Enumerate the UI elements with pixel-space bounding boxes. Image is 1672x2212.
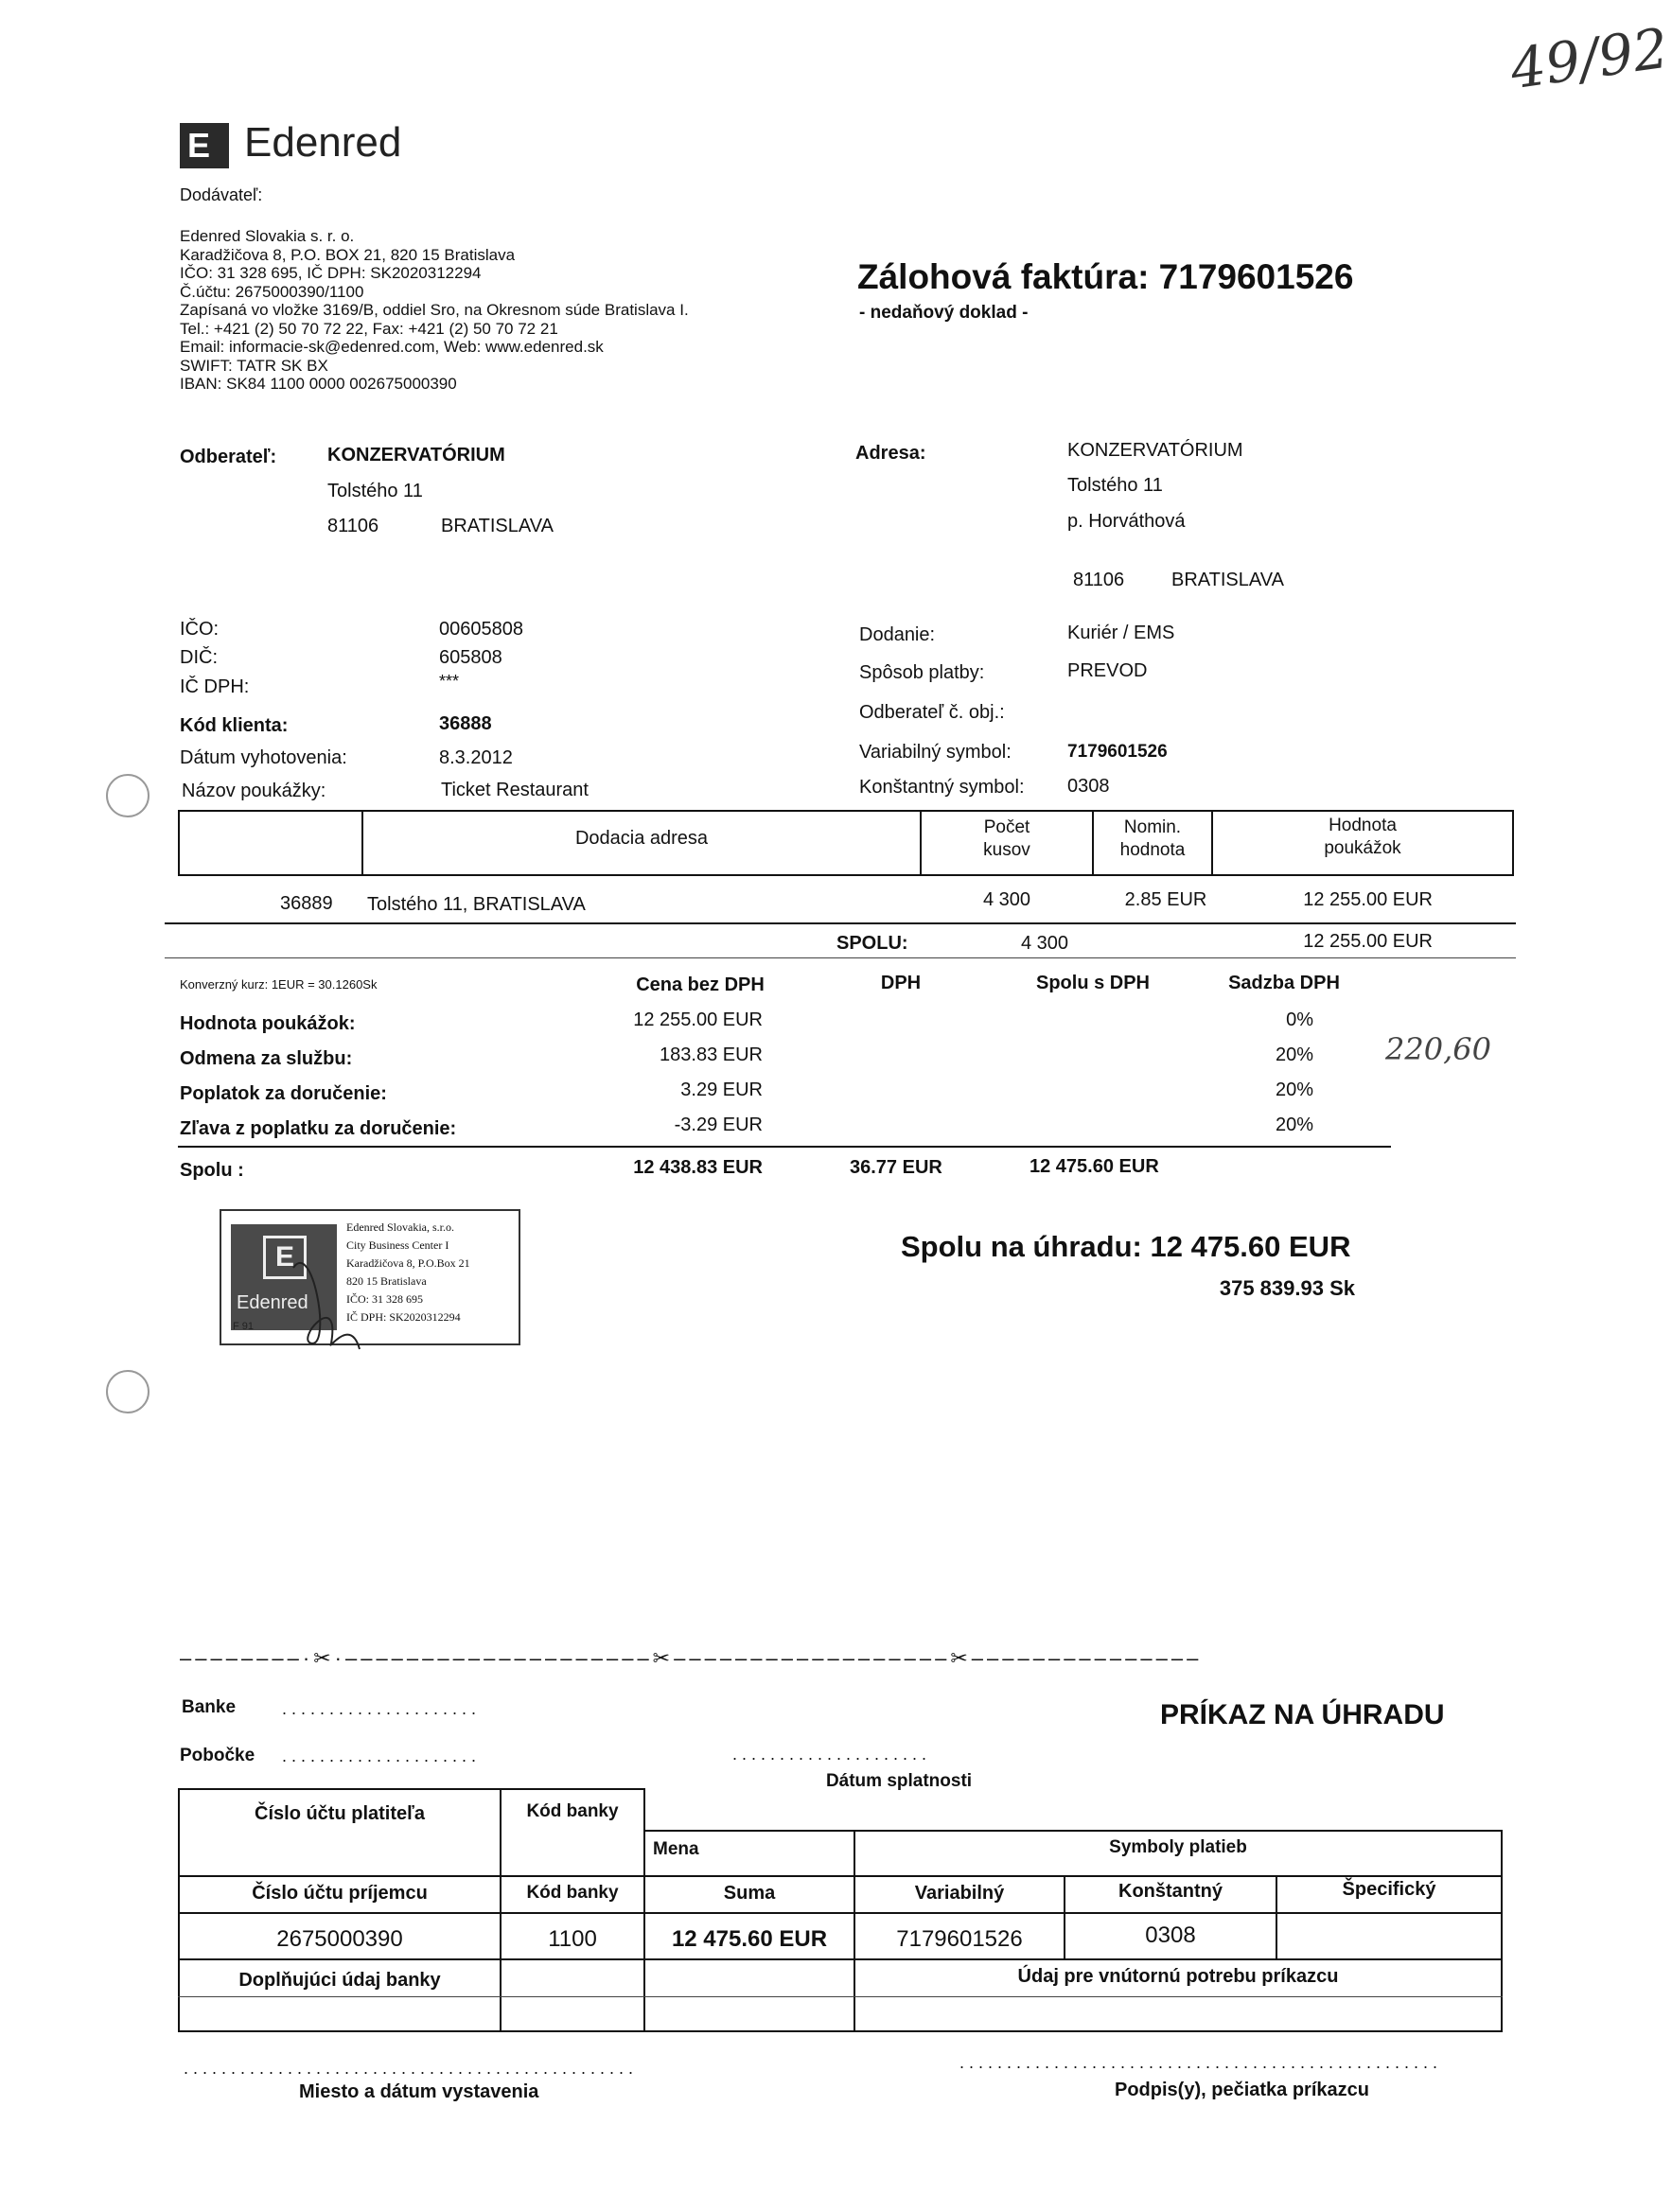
summary-header-net: Cena bez DPH [636,974,765,995]
row-value: 12 255.00 EUR [1303,889,1433,910]
supplier-line: IBAN: SK84 1100 0000 002675000390 [180,375,457,393]
summary-row-net: 12 255.00 EUR [633,1009,763,1030]
cut-line: ––––––––·✂·––––––––––––––––––––✂––––––––––––––––––✂––––––––––––––– [180,1646,1203,1670]
payee-bank-code-label: Kód banky [526,1883,619,1903]
items-total-label: SPOLU: [836,933,908,954]
col-header-count-2: kusov [983,840,1030,860]
summary-row-label: Poplatok za doručenie: [180,1083,387,1104]
ks-label: Konštantný symbol: [859,777,1025,798]
summary-header-gross: Spolu s DPH [1035,973,1150,993]
payment-order-title: PRÍKAZ NA ÚHRADU [1160,1699,1445,1730]
address-attn: p. Horváthová [1067,511,1186,532]
col-header-value-2: poukážok [1324,838,1401,858]
signature-label: Podpis(y), pečiatka príkazcu [1115,2080,1369,2100]
payee-account-label: Číslo účtu príjemcu [252,1883,428,1904]
customer-zip: 81106 [327,516,379,536]
company-stamp [220,1209,520,1345]
summary-row-net: 3.29 EUR [680,1080,763,1100]
voucher-value: Ticket Restaurant [441,780,589,800]
summary-total-net: 12 438.83 EUR [633,1157,763,1178]
specific-label: Špecifický [1342,1879,1436,1900]
payee-account-value: 2675000390 [276,1926,403,1952]
invoice-title: Zálohová faktúra: 7179601526 [857,257,1354,296]
summary-row-net: 183.83 EUR [660,1045,763,1065]
stamp-code: F 91 [233,1321,255,1332]
place-date-field[interactable]: ................................................ [184,2059,639,2078]
symbols-label: Symboly platieb [1109,1837,1247,1857]
supplier-label: Dodávateľ: [180,185,263,204]
edenred-logo-icon: E [180,123,229,168]
handwritten-margin-note: 220,60 [1385,1031,1491,1067]
vs-label: Variabilný symbol: [859,742,1012,763]
supplier-line: Email: informacie-sk@edenred.com, Web: www.edenred.sk [180,338,604,356]
delivery-label: Dodanie: [859,624,936,645]
summary-total-gross: 12 475.60 EUR [1030,1156,1159,1177]
date-label: Dátum vyhotovenia: [180,747,347,768]
handwritten-corner-note: 49/92 [1506,15,1672,102]
supplier-line: Zapísaná vo vložke 3169/B, oddiel Sro, na Okresnom súde Bratislava I. [180,301,689,319]
row-nominal: 2.85 EUR [1124,889,1207,910]
constant-value: 0308 [1145,1922,1196,1948]
sum-value: 12 475.60 EUR [671,1926,828,1952]
branch-field[interactable]: ..................... [282,1747,482,1765]
supplier-block [180,227,689,394]
col-header-nominal-1: Nomin. [1123,817,1182,837]
payee-bank-code-value: 1100 [548,1926,597,1952]
icdph-label: IČ DPH: [180,676,250,697]
voucher-label: Názov poukážky: [182,781,326,801]
supplier-line: Edenred Slovakia s. r. o. [180,227,355,245]
delivery-value: Kuriér / EMS [1067,623,1175,643]
internal-info-label: Údaj pre vnútornú potrebu príkazcu [1017,1966,1339,1987]
payer-account-label: Číslo účtu platiteľa [255,1803,425,1824]
summary-total-label: Spolu : [180,1160,244,1181]
dic-value: 605808 [439,647,502,668]
customer-city: BRATISLAVA [441,516,554,536]
ico-value: 00605808 [439,619,523,640]
supplier-line: Karadžičova 8, P.O. BOX 21, 820 15 Bratislava [180,245,516,264]
bank-field[interactable]: ..................... [282,1699,482,1718]
supplier-line: IČO: 31 328 695, IČ DPH: SK2020312294 [180,264,482,282]
row-address: Tolstého 11, BRATISLAVA [367,894,586,915]
signature-scribble [274,1230,369,1353]
customer-name: KONZERVATÓRIUM [327,445,505,465]
address-city: BRATISLAVA [1171,570,1284,590]
address-zip: 81106 [1073,570,1125,590]
address-name: KONZERVATÓRIUM [1067,440,1243,461]
client-code-label: Kód klienta: [180,715,289,736]
icdph-value: *** [439,672,460,691]
order-label: Odberateľ č. obj.: [859,702,1005,723]
due-date-label: Dátum splatnosti [825,1771,973,1791]
dic-label: DIČ: [180,647,218,668]
summary-row-net: -3.29 EUR [674,1115,763,1135]
summary-header-rate: Sadzba DPH [1228,973,1340,993]
summary-row-rate: 20% [1275,1115,1313,1135]
col-header-address: Dodacia adresa [574,828,709,849]
payment-label: Spôsob platby: [859,662,985,683]
extra-bank-info-label: Doplňujúci údaj banky [238,1970,441,1991]
bank-label: Banke [182,1697,237,1717]
brand-name: Edenred [244,119,402,166]
sum-label: Suma [723,1883,776,1904]
ks-value: 0308 [1067,776,1110,797]
vs-value: 7179601526 [1067,742,1168,762]
items-total-value: 12 255.00 EUR [1303,931,1433,952]
row-code: 36889 [280,893,333,914]
summary-row-label: Odmena za službu: [180,1048,353,1069]
currency-label: Mena [653,1839,699,1859]
place-date-label: Miesto a dátum vystavenia [299,2081,539,2102]
col-header-nominal-2: hodnota [1119,840,1186,860]
payer-bank-code-label: Kód banky [526,1801,619,1821]
punch-hole-bottom [106,1370,150,1413]
summary-row-rate: 20% [1275,1080,1313,1100]
stamp-text: Edenred Slovakia, s.r.o. City Business Center I Karadžičova 8, P.O.Box 21 820 15 Bratislava IČO: 31 328 695 IČ DPH: SK2020312294 [346,1220,470,1324]
signature-field[interactable]: ................................................... [959,2053,1443,2072]
amount-due: Spolu na úhradu: 12 475.60 EUR [901,1230,1351,1263]
punch-hole-top [106,774,150,817]
amount-due-sk: 375 839.93 Sk [1219,1276,1355,1300]
due-date-field[interactable]: ..................... [732,1745,932,1764]
summary-total-vat: 36.77 EUR [850,1157,942,1178]
supplier-line: SWIFT: TATR SK BX [180,356,328,375]
summary-row-rate: 0% [1286,1009,1313,1030]
supplier-line: Tel.: +421 (2) 50 70 72 22, Fax: +421 (2) 50 70 72 21 [180,319,558,338]
supplier-line: Č.účtu: 2675000390/1100 [180,282,364,301]
constant-label: Konštantný [1118,1881,1223,1902]
summary-row-label: Zľava z poplatku za doručenie: [180,1118,457,1139]
invoice-subtitle: - nedaňový doklad - [859,303,1029,323]
address-street: Tolstého 11 [1067,475,1163,496]
summary-header-vat: DPH [880,973,922,993]
row-count: 4 300 [982,889,1031,910]
summary-row-label: Hodnota poukážok: [180,1013,356,1034]
summary-row-rate: 20% [1275,1045,1313,1065]
customer-label: Odberateľ: [180,447,277,467]
variable-label: Variabilný [914,1883,1005,1904]
stamp-logo-icon: E Edenred [231,1224,337,1330]
address-label: Adresa: [855,443,926,464]
client-code-value: 36888 [439,713,492,734]
customer-street: Tolstého 11 [327,481,423,501]
col-header-count-1: Počet [983,817,1030,837]
conversion-rate: Konverzný kurz: 1EUR = 30.1260Sk [180,977,378,992]
ico-label: IČO: [180,619,220,640]
items-total-count: 4 300 [1020,933,1069,954]
col-header-value-1: Hodnota [1329,816,1397,835]
date-value: 8.3.2012 [439,747,513,768]
payment-value: PREVOD [1067,660,1148,681]
variable-value: 7179601526 [896,1926,1023,1952]
branch-label: Pobočke [180,1746,255,1765]
